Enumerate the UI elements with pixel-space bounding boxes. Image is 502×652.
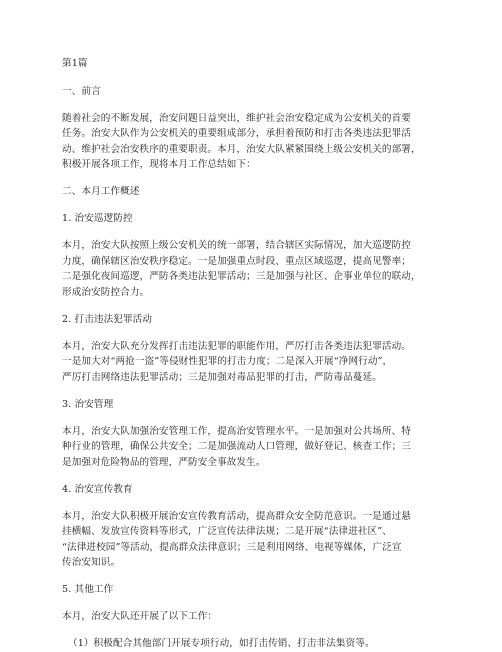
item-heading-other-work: 5. 其他工作 <box>62 584 114 595</box>
item-heading-crime-crackdown: 2. 打击违法犯罪活动 <box>62 313 153 325</box>
paragraph-line: 动、维护社会治安秩序的重要职责。本月，治安大队紧紧围绕上级公安机关的部署， <box>62 143 421 155</box>
paragraph-line: 本月，治安大队加强治安管理工作，提高治安管理水平。一是加强对公共场所、特 <box>62 425 411 437</box>
item-heading-patrol: 1. 治安巡逻防控 <box>62 213 133 224</box>
item-heading-public-security-management: 3. 治安管理 <box>62 398 114 410</box>
paragraph-line: 本月，治安大队充分发挥打击违法犯罪的职能作用，严厉打击各类违法犯罪活动。 <box>62 340 411 352</box>
paragraph-line: “法律进校园”等活动，提高群众法律意识；三是利用网络、电视等媒体，广泛宣 <box>62 541 402 553</box>
section-title-overview: 二、本月工作概述 <box>62 186 140 197</box>
paragraph-line: 严厉打击网络违法犯罪活动；三是加强对毒品犯罪的打击，严防毒品蔓延。 <box>62 371 382 383</box>
paragraph-line: 本月，治安大队按照上级公安机关的统一部署，结合辖区实际情况，加大巡逻防控 <box>62 240 411 251</box>
item-paragraph-crime-crackdown <box>62 339 442 386</box>
paragraph-line: 二是强化夜间巡逻，严防各类违法犯罪活动；三是加强与社区、企事业单位的联动， <box>62 271 421 282</box>
item-heading-publicity-education: 4. 治安宣传教育 <box>62 483 133 495</box>
paragraph-line: 挂横幅、发放宣传资料等形式，广泛宣传法律法规；二是开展“法律进社区”、 <box>62 526 392 537</box>
document-page <box>62 56 442 652</box>
item-paragraph-publicity-education <box>62 509 442 571</box>
paragraph-line: 随着社会的不断发展，治安问题日益突出，维护社会治安稳定成为公安机关的首要 <box>62 112 411 124</box>
list-item-other-work-1: （1）积极配合其他部门开展专项行动，如打击传销、打击非法集资等。 <box>68 638 375 649</box>
paragraph-line: 本月，治安大队积极开展治安宣传教育活动，提高群众安全防范意识。一是通过悬 <box>62 510 411 522</box>
paragraph-line: 是加强对危险物品的管理，严防安全事故发生。 <box>62 456 266 468</box>
item-paragraph-public-security-management <box>62 424 442 471</box>
paragraph-line: 任务。治安大队作为公安机关的重要组成部分，承担着预防和打击各类违法犯罪活 <box>62 128 411 139</box>
paragraph-line: 积极开展各项工作，现将本月工作总结如下： <box>62 159 256 170</box>
intro-paragraph <box>62 111 442 173</box>
paragraph-line: 传治安知识。 <box>62 557 121 568</box>
paragraph-line: 形成治安防控合力。 <box>62 286 150 298</box>
item-paragraph-patrol <box>62 238 442 300</box>
item-paragraph-other-work <box>62 609 442 625</box>
section-title-preface: 一、前言 <box>62 85 101 97</box>
paragraph-line: 本月，治安大队还开展了以下工作： <box>62 611 218 622</box>
paragraph-line: 种行业的管理，确保公共安全；二是加强流动人口管理，做好登记、核查工作；三 <box>62 441 411 452</box>
paragraph-line: 力度，确保辖区治安秩序稳定。一是加强重点时段、重点区域巡逻，提高见警率； <box>62 255 411 267</box>
paragraph-line: 一是加大对“两抢一盗”等侵财性犯罪的打击力度；二是深入开展“净网行动”， <box>62 356 393 367</box>
part-title: 第1篇 <box>62 58 88 69</box>
